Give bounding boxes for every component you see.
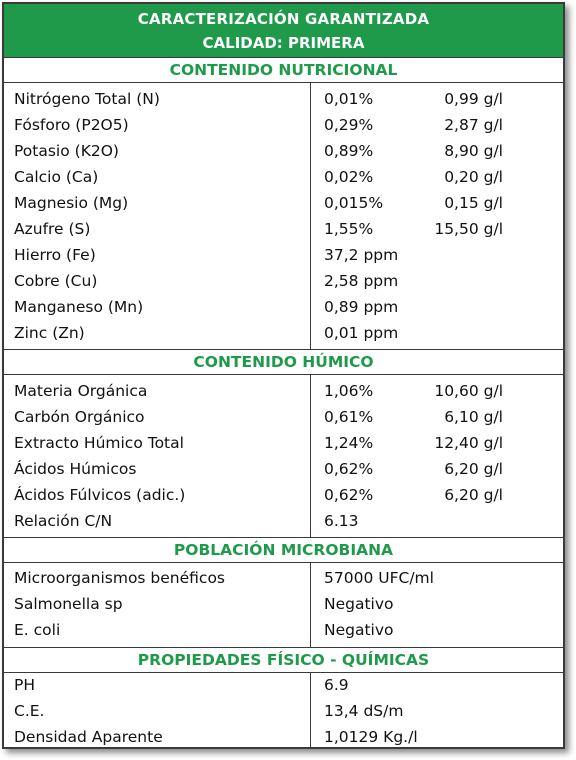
row-value-primary: 0,62%: [324, 486, 374, 504]
row-value-primary: Negativo: [324, 621, 394, 639]
row-value-primary: 0,89%: [324, 142, 374, 160]
row-label: Calcio (Ca): [14, 168, 99, 186]
section-microbiana: [4, 562, 563, 648]
section-title-fisico: PROPIEDADES FÍSICO - QUÍMICAS: [4, 648, 563, 673]
table-row: [4, 294, 563, 320]
row-label: Magnesio (Mg): [14, 194, 129, 212]
row-label: C.E.: [14, 702, 45, 720]
header-quality: CALIDAD: PRIMERA: [202, 34, 365, 52]
row-value-primary: 13,4 dS/m: [324, 702, 404, 720]
table-row: [4, 216, 563, 242]
table-row: [4, 591, 563, 617]
row-value-secondary: 2,87 g/l: [444, 116, 503, 134]
table-header: [4, 4, 563, 58]
row-label: Materia Orgánica: [14, 382, 148, 400]
row-value-secondary: 6,20 g/l: [444, 486, 503, 504]
row-value-secondary: 15,50 g/l: [434, 220, 503, 238]
row-label: Microorganismos benéficos: [14, 569, 226, 587]
row-value-primary: 0,01%: [324, 90, 374, 108]
table-row: [4, 482, 563, 508]
table-row: [4, 86, 563, 112]
row-value-secondary: 0,15 g/l: [444, 194, 503, 212]
table-row: [4, 508, 563, 534]
row-value-primary: Negativo: [324, 595, 394, 613]
row-value-secondary: 12,40 g/l: [434, 434, 503, 452]
row-value-primary: 1,55%: [324, 220, 374, 238]
table-row: [4, 242, 563, 268]
row-value-primary: 0,62%: [324, 460, 374, 478]
row-label: Potasio (K2O): [14, 142, 119, 160]
section-humico: [4, 374, 563, 538]
row-label: Ácidos Húmicos: [14, 460, 137, 478]
section-nutricional: [4, 82, 563, 350]
row-label: E. coli: [14, 621, 61, 639]
row-label: Cobre (Cu): [14, 272, 98, 290]
row-label: Fósforo (P2O5): [14, 116, 129, 134]
row-value-primary: 0,61%: [324, 408, 374, 426]
row-value-secondary: 0,99 g/l: [444, 90, 503, 108]
row-value-primary: 57000 UFC/ml: [324, 569, 434, 587]
row-label: Ácidos Fúlvicos (adic.): [14, 486, 186, 504]
table-row: [4, 456, 563, 482]
row-label: Azufre (S): [14, 220, 91, 238]
row-label: Salmonella sp: [14, 595, 123, 613]
table-row: [4, 430, 563, 456]
row-value-primary: 1,0129 Kg./l: [324, 728, 418, 746]
row-value-primary: 1,24%: [324, 434, 374, 452]
row-value-primary: 0,89 ppm: [324, 298, 399, 316]
section-title-microbiana: POBLACIÓN MICROBIANA: [4, 538, 563, 563]
row-value-primary: 0,29%: [324, 116, 374, 134]
row-value-primary: 6.13: [324, 512, 359, 530]
row-label: Carbón Orgánico: [14, 408, 145, 426]
row-value-secondary: 6,10 g/l: [444, 408, 503, 426]
section-title-nutricional: CONTENIDO NUTRICIONAL: [4, 58, 563, 83]
row-label: Densidad Aparente: [14, 728, 163, 746]
row-value-primary: 2,58 ppm: [324, 272, 399, 290]
row-label: Manganeso (Mn): [14, 298, 144, 316]
section-title-humico: CONTENIDO HÚMICO: [4, 350, 563, 375]
table-row: [4, 378, 563, 404]
row-value-secondary: 0,20 g/l: [444, 168, 503, 186]
row-value-secondary: 8,90 g/l: [444, 142, 503, 160]
row-label: Hierro (Fe): [14, 246, 96, 264]
row-value-secondary: 6,20 g/l: [444, 460, 503, 478]
row-value-primary: 0,01 ppm: [324, 324, 399, 342]
characterization-table: [2, 2, 565, 749]
table-row: [4, 320, 563, 346]
table-row: [4, 112, 563, 138]
table-row: [4, 138, 563, 164]
row-value-primary: 37,2 ppm: [324, 246, 399, 264]
table-row: [4, 617, 563, 643]
row-label: Zinc (Zn): [14, 324, 85, 342]
row-value-primary: 1,06%: [324, 382, 374, 400]
table-row: [4, 190, 563, 216]
table-row: [4, 404, 563, 430]
table-row: [4, 698, 563, 724]
row-label: Nitrógeno Total (N): [14, 90, 160, 108]
header-title: CARACTERIZACIÓN GARANTIZADA: [137, 10, 430, 28]
row-value-primary: 0,02%: [324, 168, 374, 186]
table-row: [4, 164, 563, 190]
row-label: Extracto Húmico Total: [14, 434, 184, 452]
table-row: [4, 724, 563, 750]
table-row: [4, 268, 563, 294]
row-value-primary: 0,015%: [324, 194, 384, 212]
row-label: Relación C/N: [14, 512, 113, 530]
row-label: PH: [14, 676, 36, 694]
table-row: [4, 565, 563, 591]
row-value-primary: 6.9: [324, 676, 349, 694]
section-fisico: [4, 672, 563, 747]
table-row: [4, 672, 563, 698]
row-value-secondary: 10,60 g/l: [434, 382, 503, 400]
